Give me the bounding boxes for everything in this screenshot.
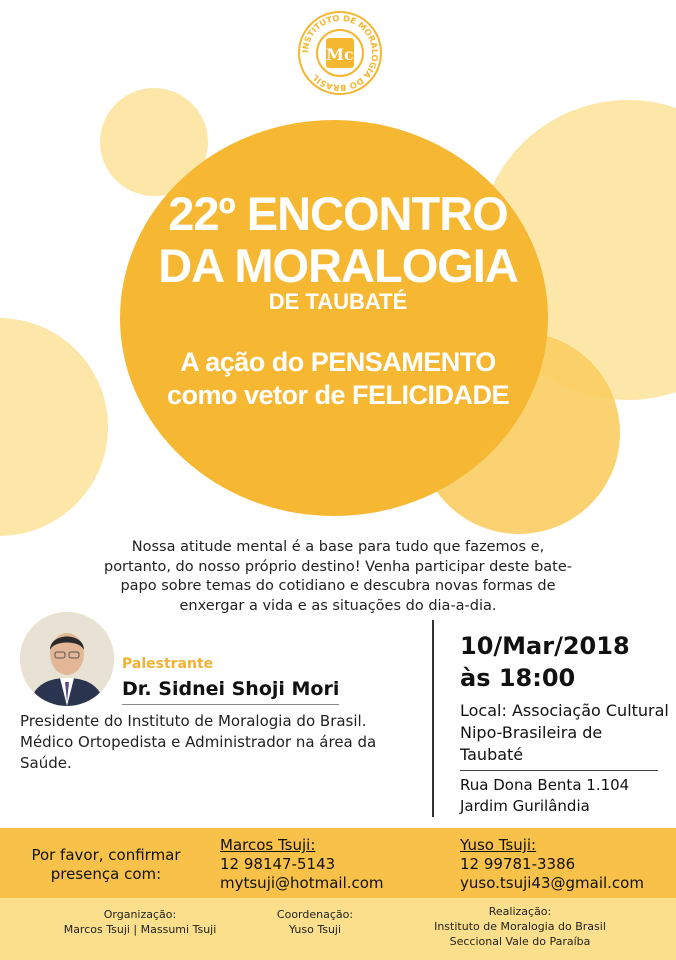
contact-yuso bbox=[460, 836, 644, 893]
address-street: Rua Dona Benta 1.104 bbox=[460, 776, 630, 794]
realizacao-label: Realização: bbox=[488, 905, 552, 918]
footer-realizacao bbox=[420, 904, 620, 949]
rsvp-prompt bbox=[16, 846, 196, 884]
speaker-bio: Presidente do Instituto de Moralogia do Brasil. Médico Ortopedista e Administrador na área da Saúde. bbox=[20, 712, 377, 772]
institute-logo bbox=[297, 10, 383, 96]
coordenacao-value: Yuso Tsuji bbox=[288, 923, 342, 936]
bg-circle-main bbox=[120, 120, 548, 516]
organizacao-label: Organização: bbox=[103, 908, 177, 921]
event-title-line1: 22º ENCONTRO bbox=[168, 187, 508, 240]
footer-coordenacao bbox=[250, 907, 380, 937]
logo-ring-text: INSTITUTO DE MORALOGIA DO BRASIL bbox=[299, 12, 381, 94]
rsvp-prompt-line2: presença com: bbox=[50, 865, 162, 883]
event-title-line3: DE TAUBATÉ bbox=[268, 289, 408, 314]
contact-email[interactable]: mytsuji@hotmail.com bbox=[220, 874, 384, 892]
address-district: Jardim Gurilândia bbox=[460, 797, 590, 815]
rsvp-prompt-line1: Por favor, confirmar bbox=[31, 846, 181, 864]
event-time: às 18:00 bbox=[460, 664, 576, 692]
coordenacao-label: Coordenação: bbox=[276, 908, 354, 921]
realizacao-line1: Instituto de Moralogia do Brasil bbox=[434, 920, 606, 933]
event-date: 10/Mar/2018 bbox=[460, 632, 630, 660]
event-title-line2: DA MORALOGIA bbox=[158, 239, 518, 292]
contact-phone[interactable]: 12 98147-5143 bbox=[220, 855, 336, 873]
speaker-label: Palestrante bbox=[122, 656, 214, 672]
event-subtitle-line1: A ação do PENSAMENTO bbox=[180, 347, 496, 377]
contact-name: Yuso Tsuji: bbox=[460, 836, 537, 854]
event-subtitle-line2: como vetor de FELICIDADE bbox=[166, 380, 510, 410]
event-location: Local: Associação Cultural Nipo-Brasileira de Taubaté bbox=[460, 701, 669, 764]
contact-phone[interactable]: 12 99781-3386 bbox=[460, 855, 576, 873]
organizacao-value: Marcos Tsuji | Massumi Tsuji bbox=[63, 923, 217, 936]
speaker-name: Dr. Sidnei Shoji Mori bbox=[122, 678, 339, 705]
contact-marcos bbox=[220, 836, 384, 893]
footer-organizacao bbox=[40, 907, 240, 937]
speaker-photo bbox=[20, 612, 114, 706]
divider-horizontal bbox=[460, 770, 658, 771]
intro-text: Nossa atitude mental é a base para tudo que fazemos e, portanto, do nosso próprio destino! Venha participar deste bate-papo sobre temas do cotidiano e descubra novas formas de enxergar a vida e as situações do dia-a-dia. bbox=[103, 539, 572, 614]
divider-vertical bbox=[432, 620, 434, 817]
contact-name: Marcos Tsuji: bbox=[220, 836, 316, 854]
event-date-block bbox=[460, 630, 630, 694]
event-address bbox=[460, 775, 629, 817]
contact-email[interactable]: yuso.tsuji43@gmail.com bbox=[460, 874, 644, 892]
realizacao-line2: Seccional Vale do Paraíba bbox=[449, 935, 591, 948]
logo-mark: Mc bbox=[326, 45, 354, 64]
